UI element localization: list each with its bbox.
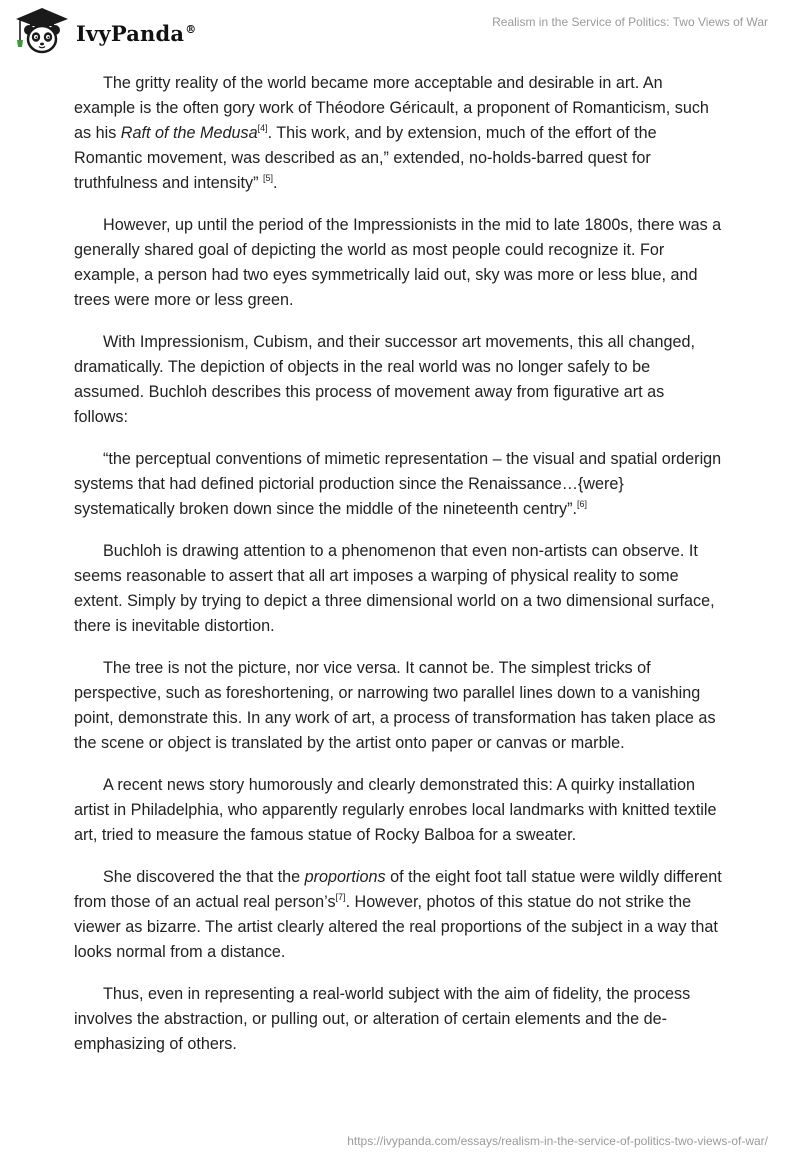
paragraph-text: of the eight foot tall statue were wildly different from those of an actual real person’s <box>74 868 722 911</box>
page-header <box>0 0 800 70</box>
paragraph-text: The gritty reality of the world became more acceptable and desirable in art. An example is the often gory work of Théodore Géricault, a proponent of Romanticism, such as his <box>74 74 709 142</box>
paragraph: Thus, even in representing a real-world subject with the aim of fidelity, the process involves the abstraction, or pulling out, or alteration of certain elements and the de-emphasizing of others. <box>74 985 691 1053</box>
essay-body <box>74 71 722 1074</box>
paragraph-text: . However, photos of this statue do not strike the viewer as bizarre. The artist clearly altered the real proportions of the subject in a way that looks normal from a distance. <box>74 893 718 961</box>
source-url[interactable]: https://ivypanda.com/essays/realism-in-the-service-of-politics-two-views-of-war/ <box>347 1134 768 1148</box>
paragraph <box>74 865 722 965</box>
paragraph-text: . This work, and by extension, much of the effort of the Romantic movement, was described as an,” extended, no-holds-barred quest for truthfulness and intensity” <box>74 124 657 192</box>
registered-mark: ® <box>185 22 197 36</box>
quote-paragraph <box>74 447 722 522</box>
panda-graduate-icon <box>14 6 70 56</box>
ivypanda-logo[interactable] <box>14 6 196 56</box>
paragraph: Buchloh is drawing attention to a phenomenon that even non-artists can observe. It seems reasonable to assert that all art imposes a warping of physical reality to some extent. Simply by trying to depict a three dimensional world on a two dimensional surface, there is inevitable distortion. <box>74 542 715 635</box>
footnote-ref[interactable]: [5] <box>262 173 273 183</box>
paragraph-text: She discovered the that the <box>103 868 305 886</box>
logo-wordmark <box>76 21 196 46</box>
footnote-ref[interactable]: [4] <box>257 123 268 133</box>
footnote-ref[interactable]: [6] <box>576 499 587 509</box>
paragraph: A recent news story humorously and clearly demonstrated this: A quirky installation artist in Philadelphia, who apparently regularly enrobes local landmarks with knitted textile art, tried to measure the famous statue of Rocky Balboa for a sweater. <box>74 776 717 844</box>
paragraph-text: . <box>272 174 278 192</box>
document-title: Realism in the Service of Politics: Two Views of War <box>492 15 768 29</box>
paragraph: With Impressionism, Cubism, and their successor art movements, this all changed, dramatically. The depiction of objects in the real world was no longer safely to be assumed. Buchloh describes this process of movement away from figurative art as follows: <box>74 333 695 426</box>
artwork-title: Raft of the Medusa <box>120 124 258 142</box>
quote-text: “the perceptual conventions of mimetic representation – the visual and spatial orderign systems that had defined pictorial production since the Renaissance…{were} systematically broken down since the middle of the nineteenth centry”. <box>74 450 722 518</box>
paragraph: However, up until the period of the Impressionists in the mid to late 1800s, there was a generally shared goal of depicting the world as most people could recognize it. For example, a person had two eyes symmetrically laid out, sky was more or less blue, and trees were more or less green. <box>74 216 722 309</box>
logo-text: IvyPanda <box>76 20 185 46</box>
paragraph: The tree is not the picture, nor vice versa. It cannot be. The simplest tricks of perspective, such as foreshortening, or narrowing two parallel lines down to a vanishing point, demonstrate this. In any work of art, a process of transformation has taken place as the scene or object is translated by the artist onto paper or canvas or marble. <box>74 659 716 752</box>
footnote-ref[interactable]: [7] <box>335 892 346 902</box>
paragraph <box>74 71 722 196</box>
emphasis-text: proportions <box>304 868 386 886</box>
